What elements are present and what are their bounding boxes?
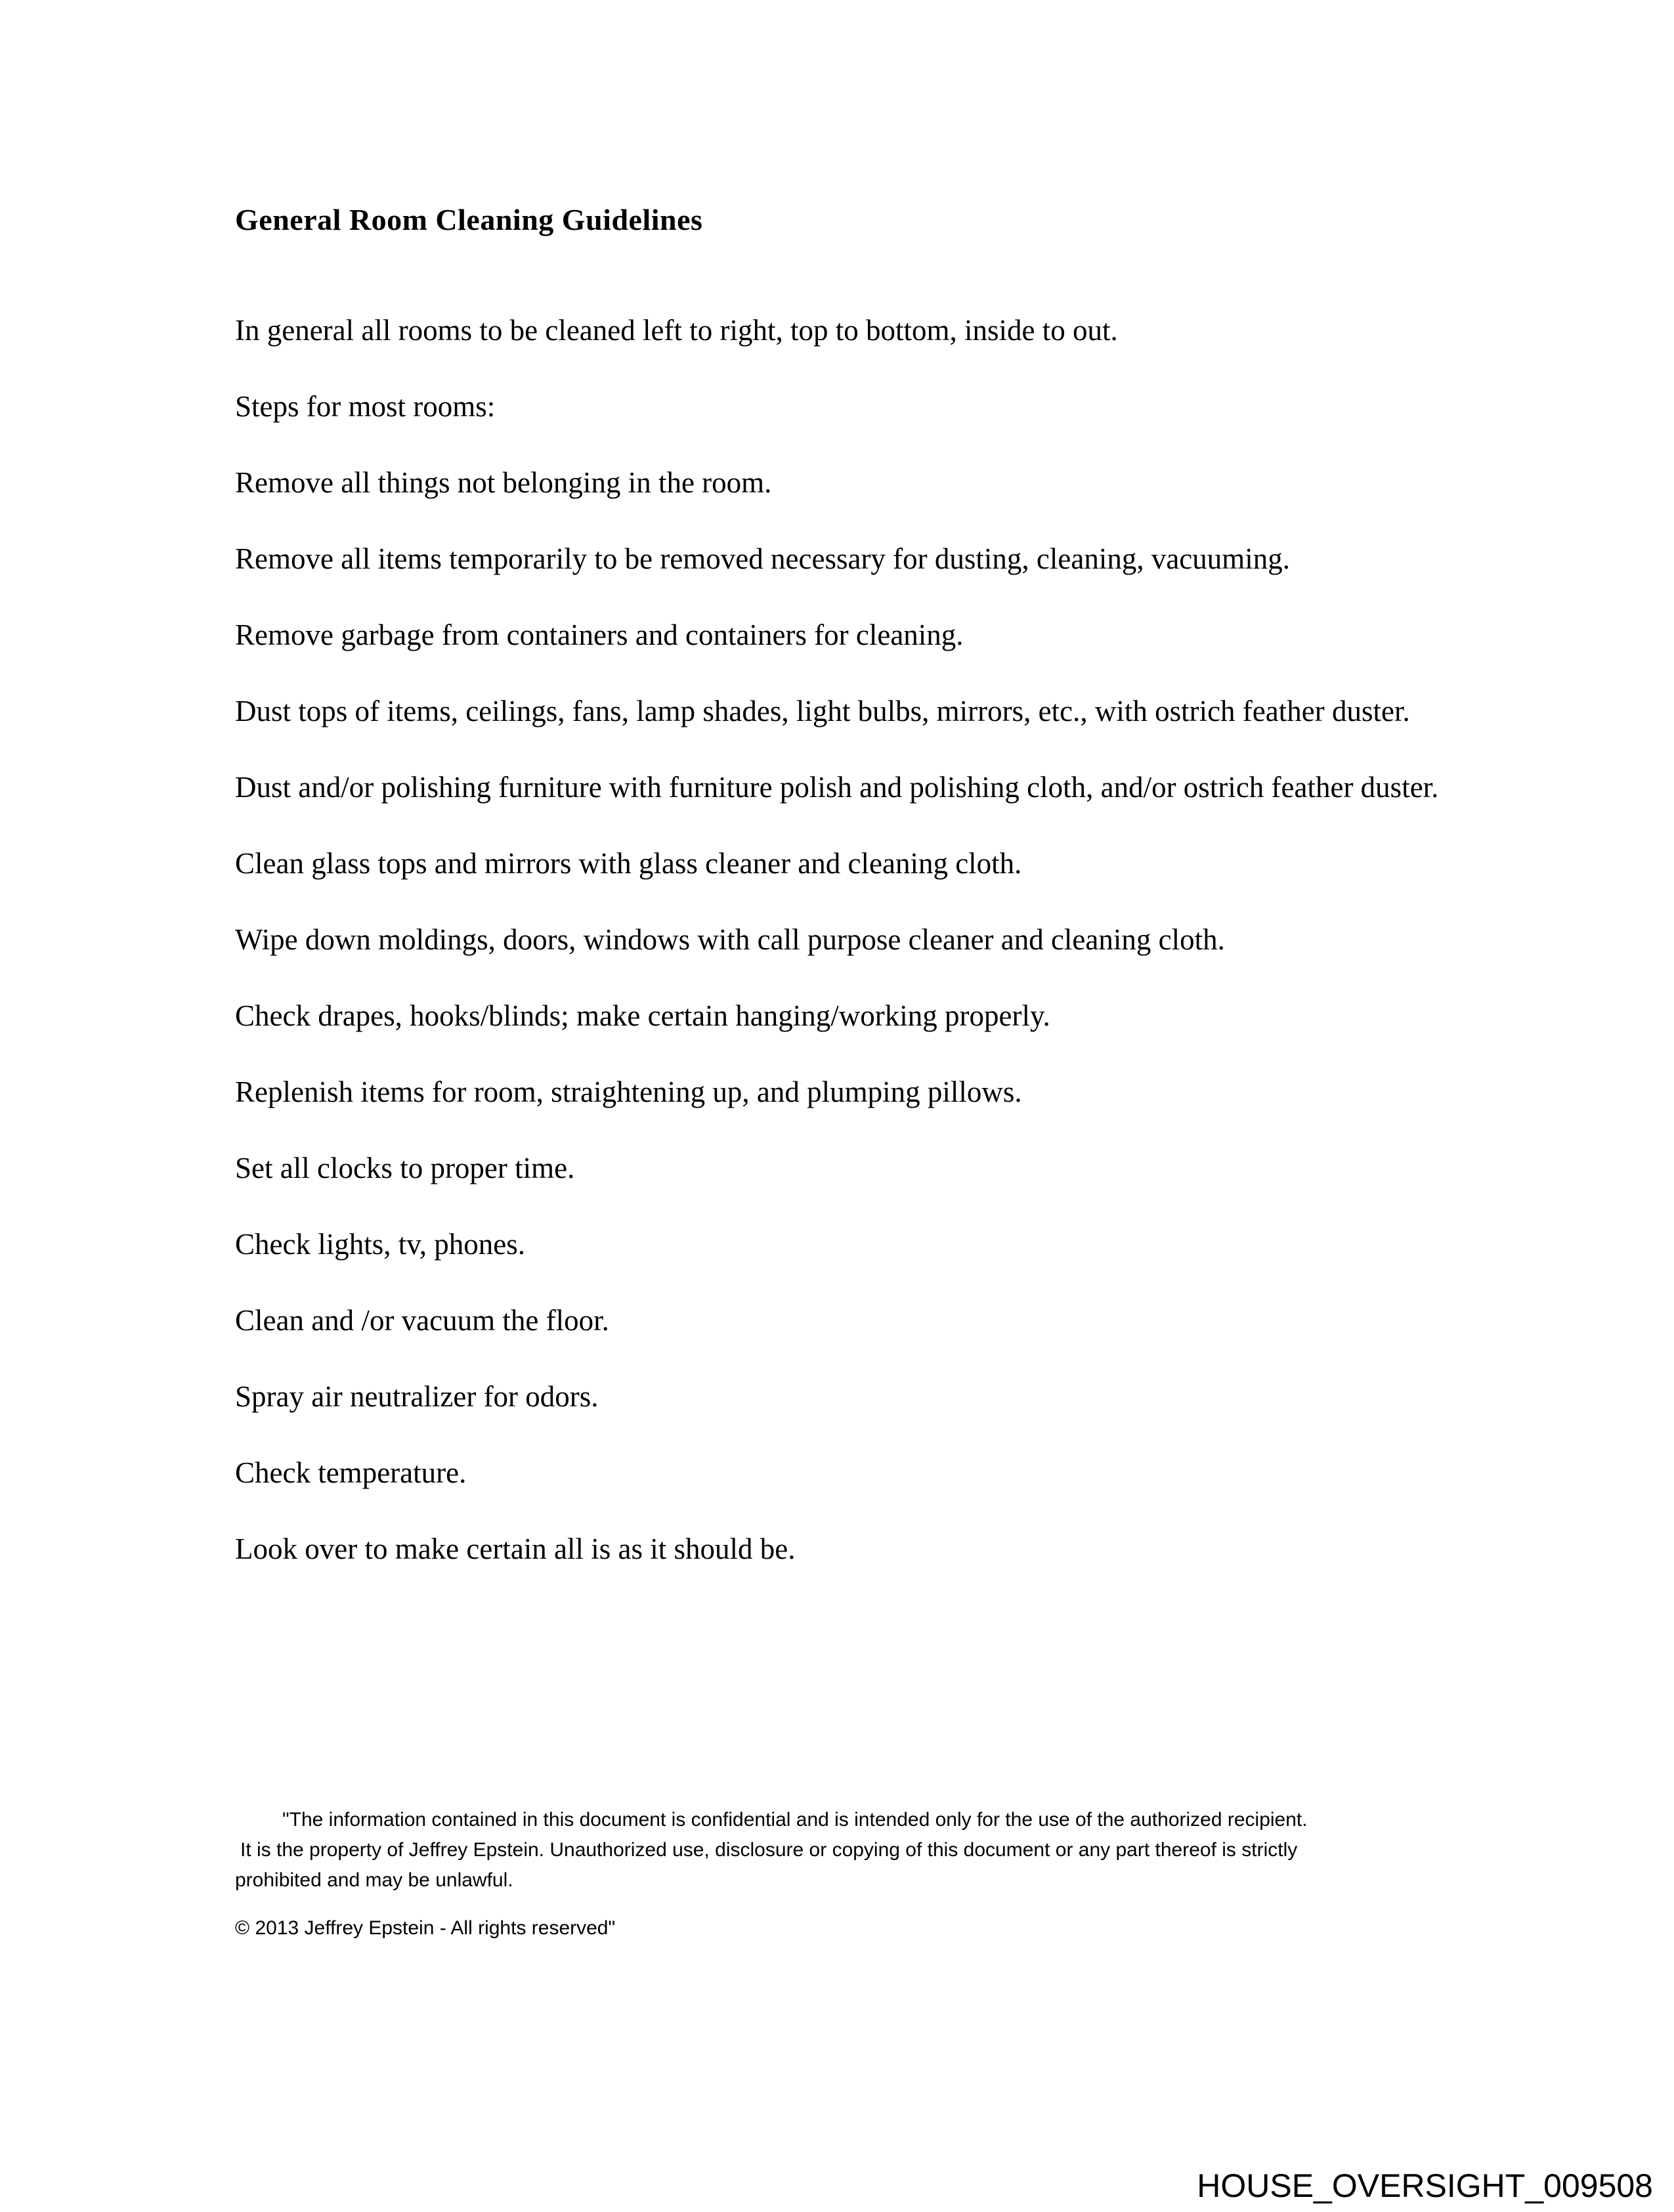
paragraph: Set all clocks to proper time. xyxy=(235,1152,575,1184)
paragraph: Clean and /or vacuum the floor. xyxy=(235,1304,609,1337)
paragraph: In general all rooms to be cleaned left to right, top to bottom, inside to out. xyxy=(235,314,1118,347)
paragraph: Remove all things not belonging in the room. xyxy=(235,466,772,499)
footer-line: It is the property of Jeffrey Epstein. Unauthorized use, disclosure or copying of this document or any part thereof is strictly xyxy=(240,1839,1298,1861)
paragraph: Dust and/or polishing furniture with furniture polish and polishing cloth, and/or ostrich feather duster. xyxy=(235,771,1439,804)
footer-line: prohibited and may be unlawful. xyxy=(235,1869,513,1891)
paragraph: Look over to make certain all is as it should be. xyxy=(235,1532,796,1565)
paragraph: Check temperature. xyxy=(235,1456,467,1489)
paragraph: Dust tops of items, ceilings, fans, lamp shades, light bulbs, mirrors, etc., with ostrich feather duster. xyxy=(235,695,1410,727)
confidentiality-footer xyxy=(235,1805,1482,1943)
copyright-notice: © 2013 Jeffrey Epstein - All rights reserved" xyxy=(235,1917,616,1939)
paragraph: Wipe down moldings, doors, windows with call purpose cleaner and cleaning cloth. xyxy=(235,923,1225,956)
paragraph: Replenish items for room, straightening up, and plumping pillows. xyxy=(235,1075,1022,1108)
bates-number: HOUSE_OVERSIGHT_009508 xyxy=(1197,2167,1653,2204)
paragraph: Check lights, tv, phones. xyxy=(235,1228,526,1261)
paragraph: Clean glass tops and mirrors with glass cleaner and cleaning cloth. xyxy=(235,847,1022,880)
page-title: General Room Cleaning Guidelines xyxy=(235,203,703,236)
paragraph-list xyxy=(235,311,1443,1569)
paragraph: Remove garbage from containers and containers for cleaning. xyxy=(235,618,964,651)
paragraph: Spray air neutralizer for odors. xyxy=(235,1380,599,1413)
paragraph: Remove all items temporarily to be removed necessary for dusting, cleaning, vacuuming. xyxy=(235,542,1291,575)
footer-line: "The information contained in this document is confidential and is intended only for the use of the authorized recipient. xyxy=(282,1809,1308,1831)
paragraph: Steps for most rooms: xyxy=(235,390,496,423)
paragraph: Check drapes, hooks/blinds; make certain hanging/working properly. xyxy=(235,999,1050,1032)
